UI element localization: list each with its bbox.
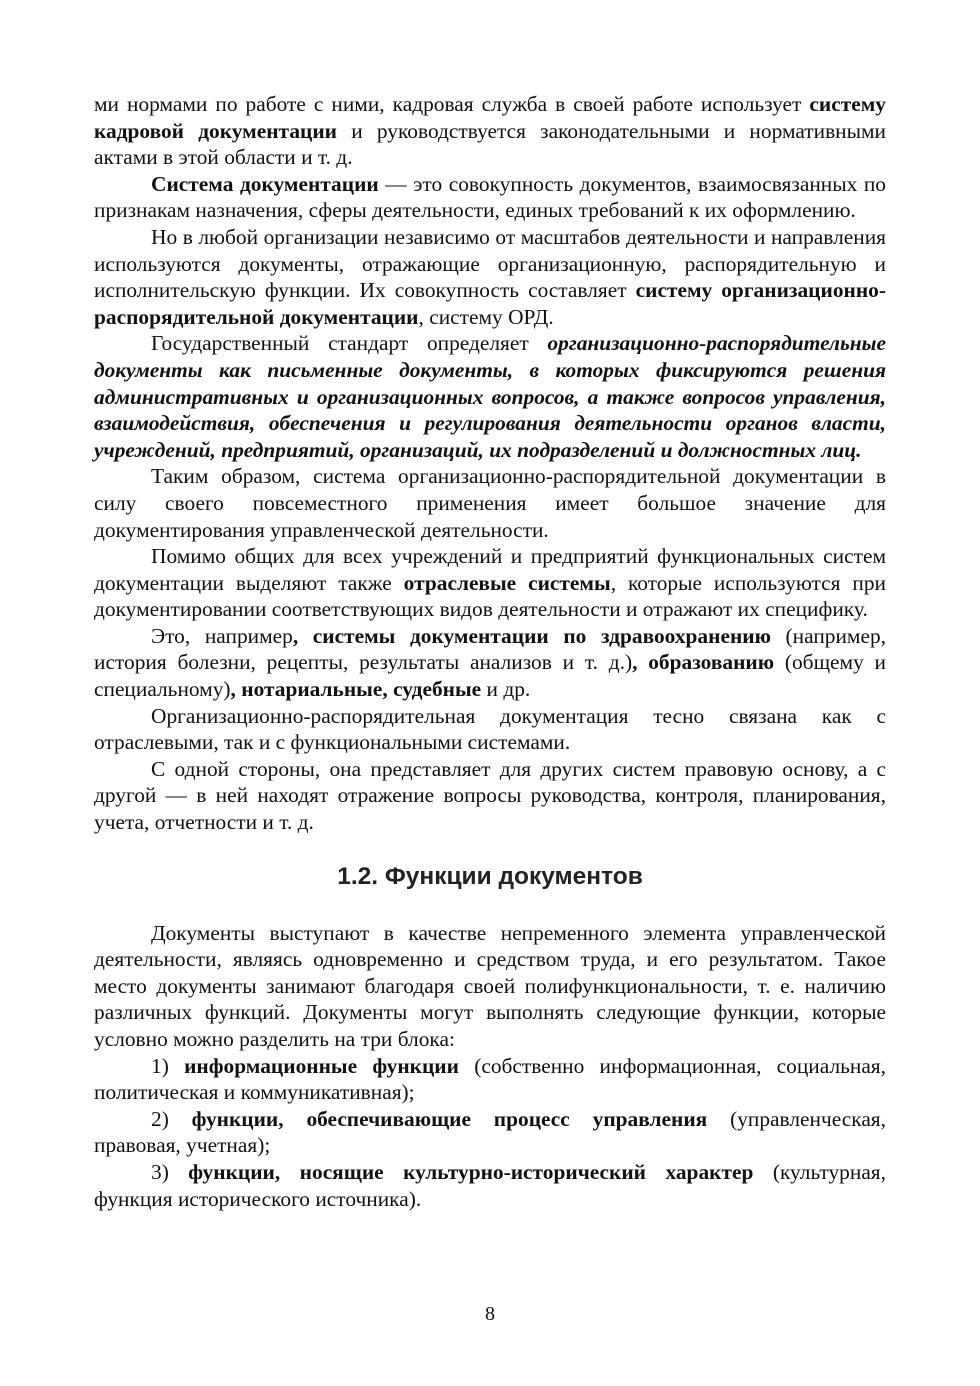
- bold-term: , системы документации по здравоохранению: [292, 623, 771, 648]
- bold-term: систему кадровой документации: [94, 92, 886, 143]
- bold-italic-definition: организационно-распорядительные документы как письменные документы, в которых фиксируются решения административных и организационных вопросов, а также вопросов управления, взаимодействия, обеспечения и регулирования деятельности органов власти, учреждений, предприятий, организаций, их подразделений и должностных лиц.: [94, 331, 886, 462]
- paragraph: [94, 330, 886, 463]
- list-item: [94, 1053, 886, 1106]
- list-item: [94, 1159, 886, 1212]
- text-run: Таким образом, система организационно-распорядительной документации в силу своего повсеместного применения имеет большое значение для документирования управленческой деятельности.: [94, 464, 886, 542]
- paragraph: [94, 543, 886, 623]
- bold-term: функции, обеспечивающие процесс управления: [191, 1106, 708, 1131]
- text-run: , систему ОРД.: [418, 304, 554, 329]
- text-run: (культурная, функция исторического источника).: [94, 1159, 886, 1211]
- bold-term: отраслевые системы: [403, 570, 611, 595]
- text-run: Государственный стандарт определяет: [151, 331, 548, 356]
- text-run: — это совокупность документов, взаимосвязанных по признакам назначения, сферы деятельности, единых требований к их оформлению.: [94, 171, 886, 223]
- text-run: Организационно-распорядительная документация тесно связана как с отраслевыми, так и с функциональными системами.: [94, 703, 886, 755]
- section-heading: 1.2. Функции документов: [337, 862, 643, 890]
- text-run: и руководствуется законодательными и нормативными актами в этой области и т. д.: [94, 118, 886, 170]
- bold-term: систему организационно-распорядительной документации: [94, 278, 886, 329]
- page-body: [94, 91, 886, 1212]
- paragraph: [94, 623, 886, 703]
- text-run: Но в любой организации независимо от масштабов деятельности и направления используются документы, отражающие организационную, распорядительную и исполнительскую функции. Их совокупность составляет: [94, 224, 886, 303]
- text-run: Это, например: [151, 623, 293, 648]
- list-item: [94, 1106, 886, 1159]
- bold-term: функции, носящие культурно-исторический характер: [188, 1159, 754, 1184]
- paragraph: [94, 703, 886, 756]
- bold-term: , образованию: [632, 650, 775, 675]
- text-run: (общему и специальному): [94, 650, 886, 702]
- paragraph: [94, 224, 886, 330]
- text-run: Документы выступают в качестве непременного элемента управленческой деятельности, являясь одновременно и средством труда, и его результатом. Такое место документы занимают благодаря своей полифункциональности, т. е. наличию различных функций. Документы могут выполнять следующие функции, которые условно можно разделить на три блока:: [94, 920, 886, 1051]
- text-run: (управленческая, правовая, учетная);: [94, 1106, 886, 1158]
- paragraph: [94, 91, 886, 171]
- paragraph: [94, 920, 886, 1053]
- paragraph: [94, 756, 886, 836]
- paragraph: [94, 171, 886, 224]
- paragraph: [94, 463, 886, 543]
- bold-term: информационные функции: [184, 1053, 459, 1078]
- text-run: и др.: [481, 677, 531, 702]
- text-run: (например, история болезни, рецепты, результаты анализов и т. д.): [94, 623, 887, 675]
- bold-term: , нотариальные, судебные: [230, 677, 482, 702]
- list-number: 1): [151, 1053, 185, 1078]
- list-number: 2): [151, 1106, 192, 1131]
- text-run: Помимо общих для всех учреждений и предприятий функциональных систем документации выделяют также: [94, 544, 886, 595]
- text-run: , которые используются при документировании соответствующих видов деятельности и отражают их специфику.: [94, 570, 886, 622]
- list-number: 3): [151, 1159, 189, 1184]
- text-run: С одной стороны, она представляет для других систем правовую основу, а с другой — в ней находят отражение вопросы руководства, контроля, планирования, учета, отчетности и т. д.: [94, 756, 886, 835]
- page-number: 8: [485, 1303, 495, 1325]
- bold-term: Система документации: [151, 171, 379, 196]
- text-run: ми нормами по работе с ними, кадровая служба в своей работе использует: [94, 92, 810, 116]
- text-run: (собственно информационная, социальная, политическая и коммуникативная);: [94, 1053, 886, 1105]
